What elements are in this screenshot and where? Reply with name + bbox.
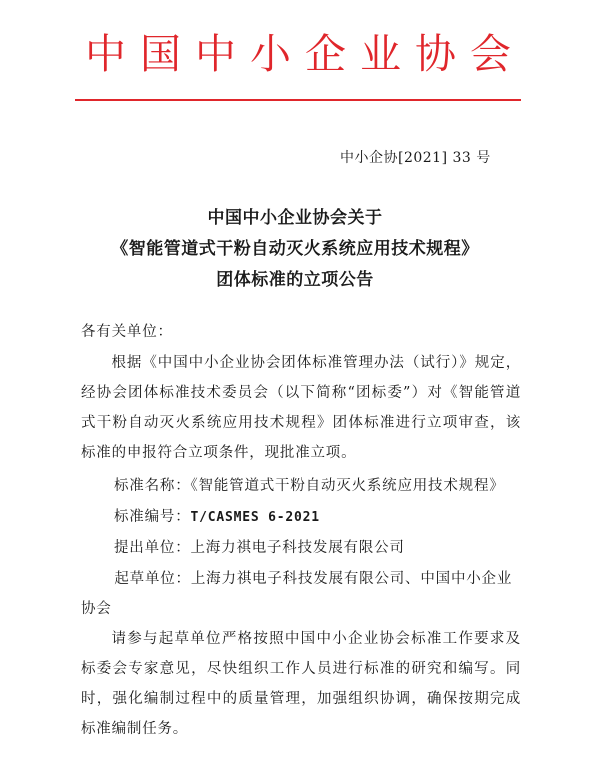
standard-name-value: 《智能管道式干粉自动灭火系统应用技术规程》: [190, 478, 505, 494]
drafter-row: [81, 564, 521, 624]
standard-number-row: [114, 502, 320, 533]
standard-name-row: [114, 471, 505, 501]
standard-number-value: T/CASMES 6-2021: [190, 510, 320, 525]
proposer-label: 提出单位：: [114, 540, 191, 556]
paragraph-requirements: 请参与起草单位严格按照中国中小企业协会标准工作要求及标委会专家意见，尽快组织工作人员进行标准的研究和编写。同时，强化编制过程中的质量管理，加强组织协调，确保按期完成标准编制任务。: [81, 631, 521, 737]
paragraph-approval: 根据《中国中小企业协会团体标准管理办法（试行）》规定，经协会团体标准技术委员会（以下简称“团标委”）对《智能管道式干粉自动灭火系统应用技术规程》团体标准进行立项审查，该标准的申报符合立项条件，现批准立项。: [81, 355, 521, 461]
drafter-value: 上海力祺电子科技发展有限公司、中国中小企业协会: [81, 571, 513, 617]
proposer-row: [114, 533, 405, 563]
salutation: 各有关单位：: [81, 324, 173, 340]
drafter-label: 起草单位：: [114, 571, 191, 587]
title-line-2: 《智能管道式干粉自动灭火系统应用技术规程》: [111, 239, 479, 259]
title-line-1: 中国中小企业协会关于: [207, 208, 383, 228]
letterhead-title: 中国中小企业协会: [85, 30, 525, 78]
letterhead-red-rule: [75, 99, 521, 101]
document-number: 中小企协[2021] 33 号: [340, 150, 491, 166]
standard-number-label: 标准编号：: [114, 509, 191, 525]
standard-name-label: 标准名称：: [114, 478, 191, 494]
title-line-3: 团体标准的立项公告: [216, 270, 374, 290]
proposer-value: 上海力祺电子科技发展有限公司: [190, 540, 405, 556]
